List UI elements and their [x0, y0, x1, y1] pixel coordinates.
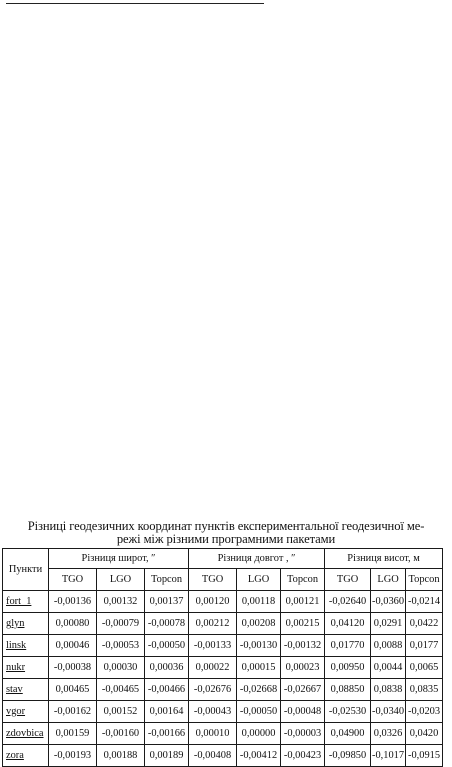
- table-cell: 0,00159: [49, 723, 97, 745]
- table-cell: 0,01770: [325, 635, 371, 657]
- table-cell: 0,00208: [237, 613, 281, 635]
- table-row: [3, 745, 443, 767]
- table-cell: -0,00160: [97, 723, 145, 745]
- table-cell: -0,00136: [49, 591, 97, 613]
- table-row: [3, 723, 443, 745]
- table-cell: 0,0088: [371, 635, 406, 657]
- table-cell: -0,00079: [97, 613, 145, 635]
- table-cell: -0,00423: [281, 745, 325, 767]
- table-row: [3, 679, 443, 701]
- table-cell: 0,00022: [189, 657, 237, 679]
- table-cell: 0,00212: [189, 613, 237, 635]
- table-cell: -0,1017: [371, 745, 406, 767]
- table-cell: 0,00030: [97, 657, 145, 679]
- table-cell: -0,00078: [145, 613, 189, 635]
- point-name: linsk: [3, 635, 49, 657]
- table-cell: -0,00053: [97, 635, 145, 657]
- table-cell: 0,00023: [281, 657, 325, 679]
- table-cell: -0,0915: [406, 745, 443, 767]
- table-cell: 0,00465: [49, 679, 97, 701]
- table-cell: 0,0326: [371, 723, 406, 745]
- table-cell: -0,00132: [281, 635, 325, 657]
- table-cell: -0,00130: [237, 635, 281, 657]
- table-cell: -0,09850: [325, 745, 371, 767]
- points-header: Пункти: [3, 549, 49, 591]
- point-name: glyn: [3, 613, 49, 635]
- table-cell: 0,00132: [97, 591, 145, 613]
- table-cell: -0,0340: [371, 701, 406, 723]
- table-cell: -0,02640: [325, 591, 371, 613]
- table-cell: 0,0420: [406, 723, 443, 745]
- table-cell: 0,04120: [325, 613, 371, 635]
- table-cell: 0,00120: [189, 591, 237, 613]
- table-cell: -0,02676: [189, 679, 237, 701]
- table-cell: 0,0838: [371, 679, 406, 701]
- table-cell: 0,0044: [371, 657, 406, 679]
- table-cell: 0,00080: [49, 613, 97, 635]
- table-row: [3, 657, 443, 679]
- table-cell: -0,00408: [189, 745, 237, 767]
- subheader-tgo: TGO: [189, 569, 237, 591]
- table-cell: -0,00043: [189, 701, 237, 723]
- table-cell: 0,00010: [189, 723, 237, 745]
- table-cell: 0,00000: [237, 723, 281, 745]
- table-cell: 0,00950: [325, 657, 371, 679]
- table-cell: 0,00121: [281, 591, 325, 613]
- table-row: [3, 591, 443, 613]
- table-cell: 0,0065: [406, 657, 443, 679]
- table-cell: 0,0422: [406, 613, 443, 635]
- point-name: stav: [3, 679, 49, 701]
- height-diff-header: Різниця висот, м: [325, 549, 443, 569]
- table-row: [3, 635, 443, 657]
- table-cell: -0,02530: [325, 701, 371, 723]
- table-cell: -0,00465: [97, 679, 145, 701]
- table-cell: 0,0835: [406, 679, 443, 701]
- subheader-lgo: LGO: [97, 569, 145, 591]
- table-cell: 0,00118: [237, 591, 281, 613]
- longitude-diff-header: Різниця довгот , ″: [189, 549, 325, 569]
- table-cell: -0,00412: [237, 745, 281, 767]
- top-rule: [6, 3, 264, 4]
- table-cell: 0,00189: [145, 745, 189, 767]
- subheader-tgo: TGO: [49, 569, 97, 591]
- table-cell: -0,00133: [189, 635, 237, 657]
- table-cell: -0,00193: [49, 745, 97, 767]
- table-cell: 0,00046: [49, 635, 97, 657]
- point-name: zora: [3, 745, 49, 767]
- table-row: [3, 613, 443, 635]
- table-cell: -0,02668: [237, 679, 281, 701]
- table-cell: -0,00003: [281, 723, 325, 745]
- table-cell: 0,0177: [406, 635, 443, 657]
- table-caption: [4, 520, 448, 546]
- subheader-topcon: Topcon: [145, 569, 189, 591]
- table-cell: 0,00164: [145, 701, 189, 723]
- table-cell: 0,00015: [237, 657, 281, 679]
- latitude-diff-header: Різниця широт, ″: [49, 549, 189, 569]
- table-cell: 0,04900: [325, 723, 371, 745]
- table-cell: -0,00048: [281, 701, 325, 723]
- subheader-topcon: Topcon: [406, 569, 443, 591]
- table-cell: 0,0291: [371, 613, 406, 635]
- point-name: vgor: [3, 701, 49, 723]
- point-name: nukr: [3, 657, 49, 679]
- table-cell: 0,00137: [145, 591, 189, 613]
- caption-line-1: Різниці геодезичних координат пунктів експериментальної геодезичної ме-: [27, 519, 425, 533]
- table-cell: -0,00162: [49, 701, 97, 723]
- table-cell: -0,00166: [145, 723, 189, 745]
- table-cell: -0,00466: [145, 679, 189, 701]
- point-name: fort_1: [3, 591, 49, 613]
- subheader-lgo: LGO: [237, 569, 281, 591]
- table-cell: -0,0214: [406, 591, 443, 613]
- subheader-tgo: TGO: [325, 569, 371, 591]
- coordinate-differences-table: [2, 548, 443, 767]
- table-cell: 0,08850: [325, 679, 371, 701]
- point-name: zdovbica: [3, 723, 49, 745]
- table-cell: 0,00188: [97, 745, 145, 767]
- table-cell: -0,0203: [406, 701, 443, 723]
- table-cell: -0,0360: [371, 591, 406, 613]
- table-cell: -0,00038: [49, 657, 97, 679]
- table-row: [3, 701, 443, 723]
- table-cell: 0,00036: [145, 657, 189, 679]
- caption-line-2: режі між різними програмними пакетами: [116, 532, 336, 546]
- subheader-topcon: Topcon: [281, 569, 325, 591]
- table-cell: -0,00050: [237, 701, 281, 723]
- table-cell: -0,02667: [281, 679, 325, 701]
- table-cell: -0,00050: [145, 635, 189, 657]
- table-cell: 0,00152: [97, 701, 145, 723]
- table-cell: 0,00215: [281, 613, 325, 635]
- subheader-lgo: LGO: [371, 569, 406, 591]
